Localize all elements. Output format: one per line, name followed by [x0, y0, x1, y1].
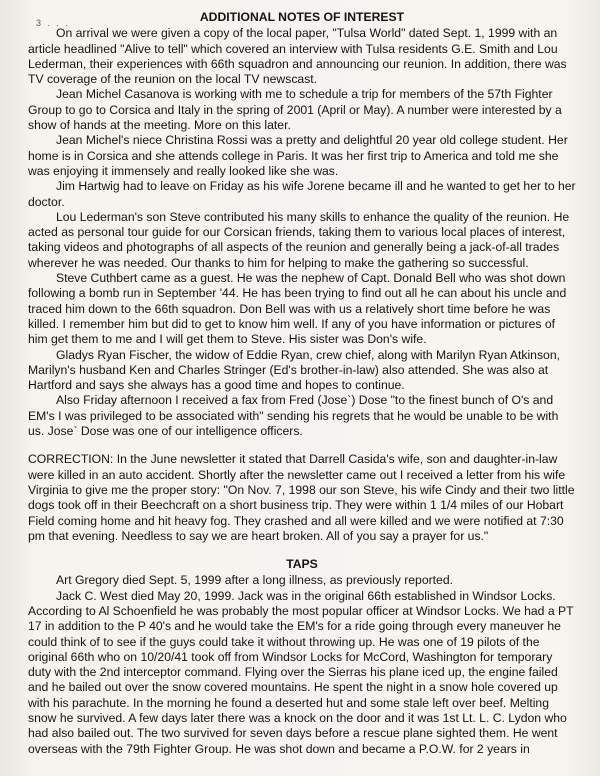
taps-heading: TAPS — [286, 557, 318, 572]
note-paragraph: Jean Michel Casanova is working with me to schedule a trip for members of the 57th Fighter Group to go to Corsica and Italy in the spring of 2001 (April or May). A number were interested by a show of hands at the meeting. More on this later. — [28, 87, 562, 133]
taps-paragraph: Jack C. West died May 20, 1999. Jack was in the original 66th established in Windsor Locks. According to Al Schoenfield he was probably the most popular officer at Windsor Locks. We had a PT 17 in addition to the P 40's and he would take the EM's for a ride going through every maneuver he could think of to see if the guys could take it without throwing up. He was one of 19 pilots of the original 66th who on 10/20/41 took off from Windsor Locks for McCord, Washington for temporary duty with the 2nd interceptor command. Flying over the Sierras his plane iced up, the engine failed and he bailed out over the snow covered mountains. He spent the night in a snow hole covered up with his parachute. In the morning he found a deserted hut and some stale left over beef. Melting snow he survived. A few days later there was a knock on the door and it was 1st Lt. L. C. Lydon who had also bailed out. The two survived for seven days before a rescue plane sighted them. He went overseas with the 79th Fighter Group. He was shot down and became a P.O.W. for 2 years in — [28, 588, 574, 756]
additional-notes-heading: ADDITIONAL NOTES OF INTEREST — [199, 10, 405, 24]
note-paragraph: Jim Hartwig had to leave on Friday as his wife Jorene became ill and he wanted to get her to her doctor. — [28, 179, 576, 209]
note-paragraph: Also Friday afternoon I received a fax from Fred (Jose`) Dose "to the finest bunch of O's and EM's I was privileged to be associated with" sending his regrets that he would be unable to be with us. Jose` Dose was one of our intelligence officers. — [28, 393, 559, 439]
section-gap — [28, 544, 576, 557]
note-paragraph: Lou Lederman's son Steve contributed his many skills to enhance the quality of the reunion. He acted as personal tour guide for our Corsican friends, taking them to various local places of interest, taking videos and photographs of all aspects of the reunion and generally being a jack-of-all trades wherever he was needed. Our thanks to him for helping to make the gathering so successful. — [28, 209, 570, 270]
correction-paragraph: CORRECTION: In the June newsletter it stated that Darrell Casida's wife, son and daughter-in-law were killed in an auto accident. Shortly after the newsletter came out I received a letter from his wife Virginia to give me the proper story: "On Nov. 7, 1998 our son Steve, his wife Cindy and their two little dogs took off in their Beechcraft on a short business trip. They were within 1 1/4 miles of our Hobart Field coming home and hit heavy fog. They crashed and all were killed and we were notified at 7:30 pm that evening. Needless to say we are heart broken. All of you say a prayer for us." — [28, 452, 575, 543]
note-paragraph: Gladys Ryan Fischer, the widow of Eddie Ryan, crew chief, along with Marilyn Ryan Atkinson, Marilyn's husband Ken and Charles Stringer (Ed's brother-in-law) also attended. She was also at Hartford and says she always has a good time and hopes to continue. — [28, 347, 560, 393]
corner-mark: 3 . . . — [36, 18, 71, 28]
note-paragraph: On arrival we were given a copy of the local paper, "Tulsa World" dated Sept. 1, 1999 with an article headlined "Alive to tell" which covered an interview with Tulsa residents G.E. Smith and Lou Lederman, their experiences with 66th squadron and announcing our reunion. In addition, there was TV coverage of the reunion on the local TV newscast. — [28, 26, 567, 87]
note-paragraph: Jean Michel's niece Christina Rossi was a pretty and delightful 20 year old college student. Her home is in Corsica and she attends college in Paris. It was her first trip to America and told me she was enjoying it immensely and really looked like she was. — [28, 133, 568, 178]
taps-paragraph: Art Gregory died Sept. 5, 1999 after a long illness, as previously reported. — [56, 573, 453, 588]
page-content — [28, 10, 576, 757]
note-paragraph: Steve Cuthbert came as a guest. He was the nephew of Capt. Donald Bell who was shot down following a bomb run in September '44. He has been trying to find out all he can about his uncle and traced him down to the 66th squadron. Don Bell was with us a relatively short time before he was killed. I remember him but did to get to know him well. If any of you have information or pictures of him get them to me and I will get them to Steve. His sister was Don's wife. — [28, 271, 567, 347]
section-gap — [28, 439, 576, 452]
